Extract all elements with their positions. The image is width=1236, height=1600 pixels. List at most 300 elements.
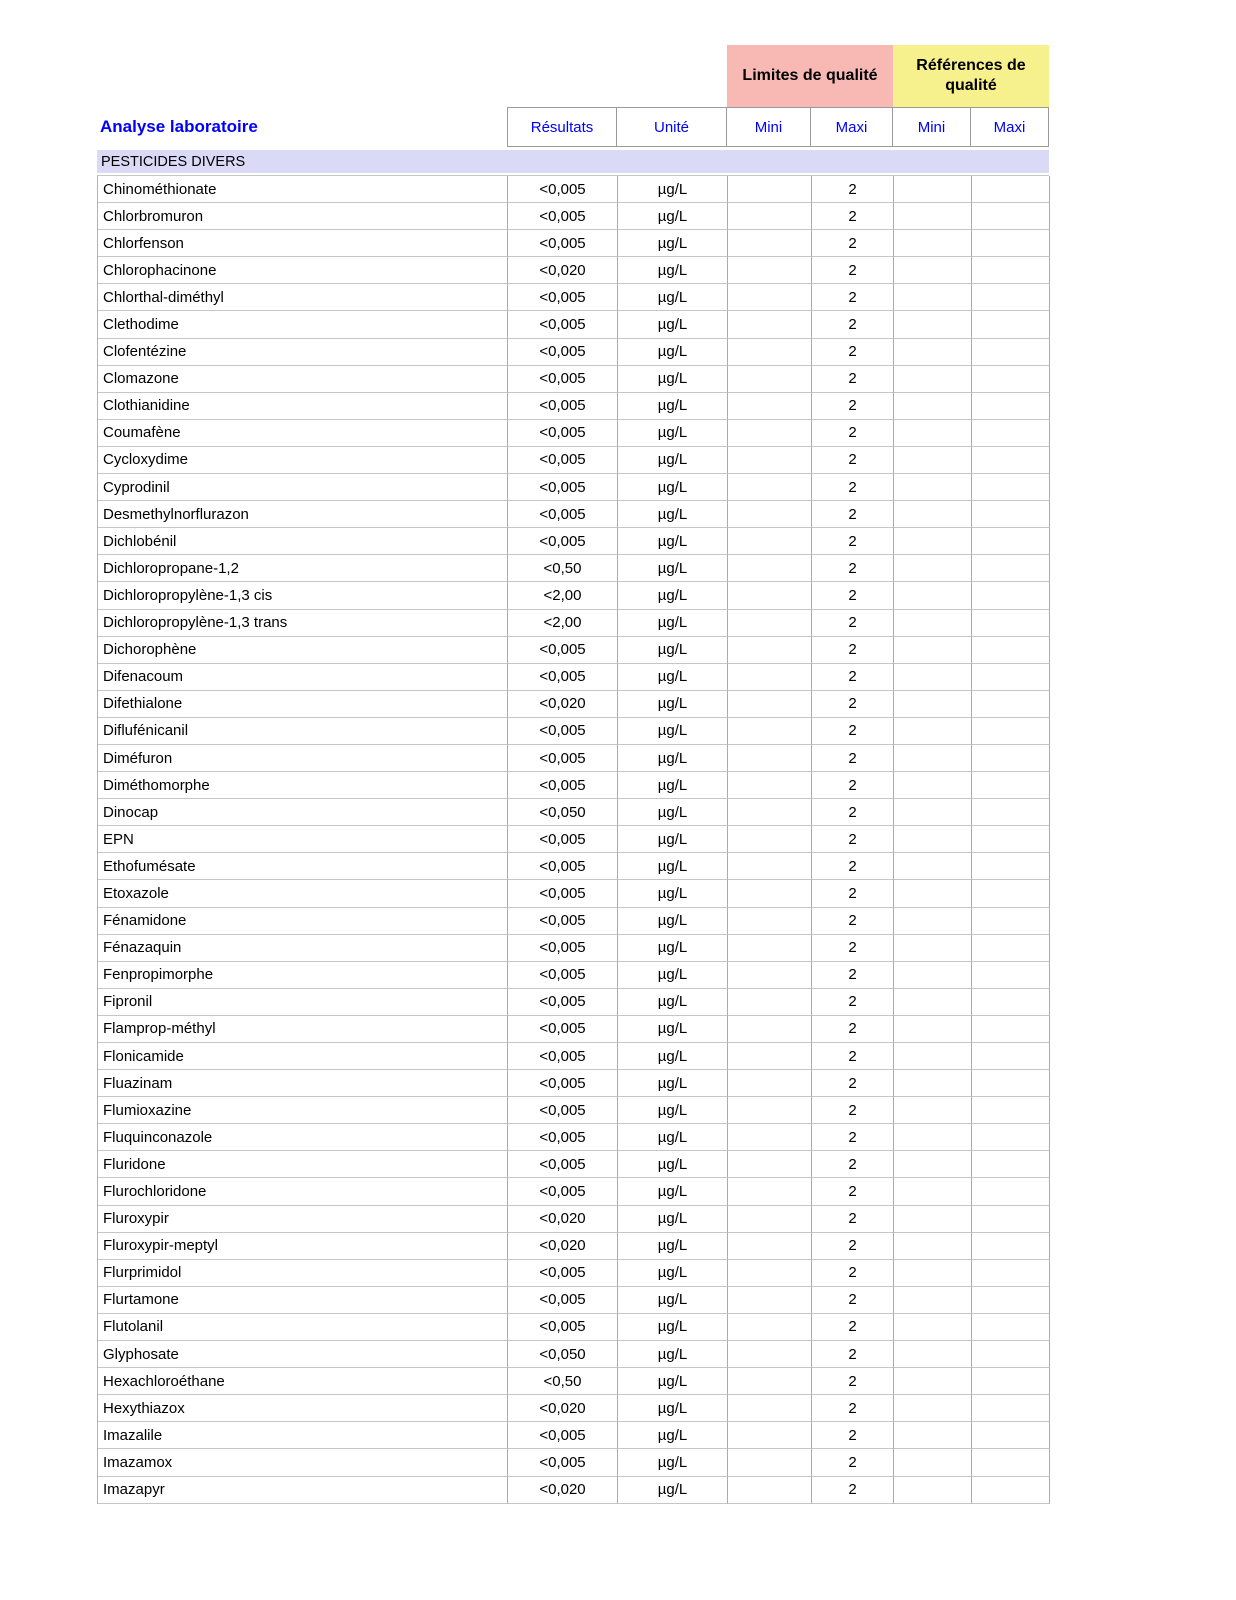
table-row <box>98 176 1049 203</box>
cell-name: Flonicamide <box>98 1043 508 1070</box>
cell-maxi_lq: 2 <box>812 582 894 609</box>
cell-maxi_ref <box>972 1097 1050 1124</box>
cell-mini_lq <box>728 1449 812 1476</box>
cell-mini_ref <box>894 718 972 745</box>
cell-name: Coumafène <box>98 420 508 447</box>
cell-unite: µg/L <box>618 555 728 582</box>
table-row <box>98 1178 1049 1205</box>
table-row <box>98 1314 1049 1341</box>
cell-unite: µg/L <box>618 447 728 474</box>
cell-name: Clofentézine <box>98 339 508 366</box>
cell-mini_ref <box>894 1070 972 1097</box>
table-row <box>98 691 1049 718</box>
cell-maxi_ref <box>972 826 1050 853</box>
cell-maxi_lq: 2 <box>812 1287 894 1314</box>
references-de-qualite-band: Références de qualité <box>893 45 1049 107</box>
table-row <box>98 989 1049 1016</box>
cell-unite: µg/L <box>618 1124 728 1151</box>
cell-resultat: <0,005 <box>508 420 618 447</box>
cell-maxi_lq: 2 <box>812 880 894 907</box>
cell-resultat: <0,005 <box>508 1016 618 1043</box>
cell-mini_lq <box>728 1422 812 1449</box>
table-row <box>98 284 1049 311</box>
cell-resultat: <0,020 <box>508 1477 618 1504</box>
cell-unite: µg/L <box>618 691 728 718</box>
column-header-unite: Unité <box>617 107 727 147</box>
cell-mini_lq <box>728 718 812 745</box>
cell-maxi_ref <box>972 1395 1050 1422</box>
cell-resultat: <0,005 <box>508 1097 618 1124</box>
table-row <box>98 826 1049 853</box>
cell-resultat: <0,005 <box>508 1449 618 1476</box>
cell-name: Flamprop-méthyl <box>98 1016 508 1043</box>
cell-maxi_lq: 2 <box>812 555 894 582</box>
cell-mini_lq <box>728 935 812 962</box>
cell-resultat: <0,005 <box>508 989 618 1016</box>
table-row <box>98 1206 1049 1233</box>
cell-mini_ref <box>894 474 972 501</box>
cell-unite: µg/L <box>618 582 728 609</box>
cell-unite: µg/L <box>618 799 728 826</box>
cell-name: Fénazaquin <box>98 935 508 962</box>
cell-name: Imazapyr <box>98 1477 508 1504</box>
table-row <box>98 257 1049 284</box>
table-row <box>98 339 1049 366</box>
cell-unite: µg/L <box>618 1260 728 1287</box>
cell-maxi_ref <box>972 393 1050 420</box>
cell-maxi_ref <box>972 1070 1050 1097</box>
cell-resultat: <0,005 <box>508 962 618 989</box>
cell-mini_lq <box>728 1477 812 1504</box>
cell-maxi_lq: 2 <box>812 420 894 447</box>
table-row <box>98 745 1049 772</box>
cell-mini_ref <box>894 745 972 772</box>
cell-name: Fenpropimorphe <box>98 962 508 989</box>
table-row <box>98 1341 1049 1368</box>
cell-mini_ref <box>894 393 972 420</box>
cell-mini_ref <box>894 1124 972 1151</box>
cell-maxi_lq: 2 <box>812 1449 894 1476</box>
cell-name: Chlorophacinone <box>98 257 508 284</box>
cell-maxi_lq: 2 <box>812 637 894 664</box>
cell-name: Etoxazole <box>98 880 508 907</box>
cell-maxi_lq: 2 <box>812 1016 894 1043</box>
cell-resultat: <0,005 <box>508 853 618 880</box>
table-row <box>98 501 1049 528</box>
cell-maxi_lq: 2 <box>812 1151 894 1178</box>
cell-mini_lq <box>728 393 812 420</box>
cell-mini_ref <box>894 1477 972 1504</box>
cell-unite: µg/L <box>618 1422 728 1449</box>
cell-resultat: <0,005 <box>508 203 618 230</box>
cell-mini_lq <box>728 1206 812 1233</box>
cell-unite: µg/L <box>618 339 728 366</box>
cell-mini_ref <box>894 880 972 907</box>
cell-unite: µg/L <box>618 1477 728 1504</box>
cell-resultat: <0,005 <box>508 1287 618 1314</box>
cell-mini_ref <box>894 637 972 664</box>
table-row <box>98 311 1049 338</box>
cell-mini_ref <box>894 1151 972 1178</box>
cell-mini_ref <box>894 257 972 284</box>
cell-maxi_ref <box>972 1151 1050 1178</box>
cell-maxi_ref <box>972 528 1050 555</box>
cell-maxi_lq: 2 <box>812 772 894 799</box>
cell-maxi_lq: 2 <box>812 745 894 772</box>
cell-mini_lq <box>728 637 812 664</box>
cell-mini_lq <box>728 1151 812 1178</box>
quality-bands-row <box>97 45 1049 107</box>
table-row <box>98 799 1049 826</box>
cell-maxi_lq: 2 <box>812 826 894 853</box>
cell-mini_ref <box>894 691 972 718</box>
cell-mini_lq <box>728 1097 812 1124</box>
table-row <box>98 393 1049 420</box>
cell-maxi_ref <box>972 718 1050 745</box>
cell-mini_lq <box>728 745 812 772</box>
cell-mini_ref <box>894 1178 972 1205</box>
cell-maxi_lq: 2 <box>812 908 894 935</box>
cell-maxi_ref <box>972 853 1050 880</box>
cell-resultat: <0,005 <box>508 1422 618 1449</box>
cell-maxi_ref <box>972 284 1050 311</box>
cell-resultat: <0,005 <box>508 637 618 664</box>
cell-mini_lq <box>728 664 812 691</box>
cell-name: Chlorfenson <box>98 230 508 257</box>
cell-mini_ref <box>894 1206 972 1233</box>
cell-mini_lq <box>728 772 812 799</box>
cell-resultat: <0,005 <box>508 1070 618 1097</box>
section-header-pesticides-divers: PESTICIDES DIVERS <box>97 150 1049 173</box>
column-header-row <box>97 107 1049 147</box>
cell-maxi_lq: 2 <box>812 1178 894 1205</box>
cell-name: Chlorthal-diméthyl <box>98 284 508 311</box>
cell-maxi_ref <box>972 230 1050 257</box>
cell-name: Flutolanil <box>98 1314 508 1341</box>
cell-mini_ref <box>894 1314 972 1341</box>
cell-mini_ref <box>894 1368 972 1395</box>
cell-unite: µg/L <box>618 528 728 555</box>
cell-unite: µg/L <box>618 935 728 962</box>
cell-maxi_ref <box>972 799 1050 826</box>
table-row <box>98 1233 1049 1260</box>
cell-mini_lq <box>728 1016 812 1043</box>
cell-mini_ref <box>894 989 972 1016</box>
table-row <box>98 718 1049 745</box>
cell-name: Imazalile <box>98 1422 508 1449</box>
cell-unite: µg/L <box>618 1395 728 1422</box>
cell-unite: µg/L <box>618 1043 728 1070</box>
cell-unite: µg/L <box>618 393 728 420</box>
cell-mini_lq <box>728 1368 812 1395</box>
cell-mini_lq <box>728 339 812 366</box>
cell-mini_lq <box>728 1287 812 1314</box>
cell-resultat: <0,005 <box>508 1124 618 1151</box>
cell-mini_lq <box>728 230 812 257</box>
cell-maxi_ref <box>972 1206 1050 1233</box>
column-header-maxi-references: Maxi <box>971 107 1049 147</box>
table-row <box>98 420 1049 447</box>
table-row <box>98 1097 1049 1124</box>
cell-unite: µg/L <box>618 203 728 230</box>
cell-resultat: <0,005 <box>508 366 618 393</box>
analysis-report <box>97 45 1049 1504</box>
cell-name: Chlorbromuron <box>98 203 508 230</box>
cell-resultat: <0,020 <box>508 1233 618 1260</box>
table-row <box>98 1449 1049 1476</box>
cell-mini_lq <box>728 1178 812 1205</box>
cell-name: Glyphosate <box>98 1341 508 1368</box>
cell-mini_ref <box>894 203 972 230</box>
cell-maxi_lq: 2 <box>812 474 894 501</box>
cell-unite: µg/L <box>618 311 728 338</box>
cell-name: Fluroxypir <box>98 1206 508 1233</box>
cell-mini_ref <box>894 230 972 257</box>
cell-name: EPN <box>98 826 508 853</box>
table-body <box>97 175 1049 1504</box>
table-row <box>98 1043 1049 1070</box>
table-row <box>98 1395 1049 1422</box>
cell-maxi_ref <box>972 501 1050 528</box>
cell-maxi_lq: 2 <box>812 853 894 880</box>
cell-mini_ref <box>894 853 972 880</box>
cell-maxi_ref <box>972 1314 1050 1341</box>
cell-name: Dichloropropylène-1,3 cis <box>98 582 508 609</box>
cell-maxi_lq: 2 <box>812 1422 894 1449</box>
cell-unite: µg/L <box>618 610 728 637</box>
cell-unite: µg/L <box>618 1368 728 1395</box>
cell-unite: µg/L <box>618 962 728 989</box>
cell-maxi_ref <box>972 1124 1050 1151</box>
cell-maxi_ref <box>972 1368 1050 1395</box>
cell-name: Chinométhionate <box>98 176 508 203</box>
cell-mini_ref <box>894 1097 972 1124</box>
cell-mini_ref <box>894 555 972 582</box>
cell-maxi_ref <box>972 1178 1050 1205</box>
band-spacer <box>97 45 727 107</box>
cell-maxi_lq: 2 <box>812 203 894 230</box>
cell-maxi_ref <box>972 880 1050 907</box>
cell-mini_lq <box>728 908 812 935</box>
cell-unite: µg/L <box>618 880 728 907</box>
cell-maxi_ref <box>972 1477 1050 1504</box>
cell-unite: µg/L <box>618 366 728 393</box>
cell-name: Flurochloridone <box>98 1178 508 1205</box>
cell-mini_lq <box>728 1395 812 1422</box>
cell-mini_ref <box>894 176 972 203</box>
cell-name: Cycloxydime <box>98 447 508 474</box>
cell-resultat: <0,50 <box>508 555 618 582</box>
cell-maxi_ref <box>972 582 1050 609</box>
cell-mini_ref <box>894 799 972 826</box>
table-row <box>98 610 1049 637</box>
cell-maxi_ref <box>972 610 1050 637</box>
table-row <box>98 664 1049 691</box>
cell-unite: µg/L <box>618 989 728 1016</box>
cell-mini_lq <box>728 610 812 637</box>
table-row <box>98 772 1049 799</box>
cell-maxi_ref <box>972 637 1050 664</box>
cell-unite: µg/L <box>618 718 728 745</box>
cell-resultat: <0,005 <box>508 311 618 338</box>
cell-resultat: <0,005 <box>508 772 618 799</box>
cell-unite: µg/L <box>618 772 728 799</box>
cell-maxi_lq: 2 <box>812 1233 894 1260</box>
cell-mini_lq <box>728 1260 812 1287</box>
cell-name: Flurtamone <box>98 1287 508 1314</box>
table-row <box>98 1151 1049 1178</box>
table-row <box>98 1070 1049 1097</box>
cell-name: Fénamidone <box>98 908 508 935</box>
cell-mini_lq <box>728 1341 812 1368</box>
cell-resultat: <0,005 <box>508 1043 618 1070</box>
cell-mini_ref <box>894 1449 972 1476</box>
cell-mini_lq <box>728 853 812 880</box>
cell-mini_lq <box>728 284 812 311</box>
cell-resultat: <0,005 <box>508 1314 618 1341</box>
cell-mini_lq <box>728 691 812 718</box>
cell-resultat: <0,005 <box>508 1260 618 1287</box>
table-row <box>98 528 1049 555</box>
cell-maxi_lq: 2 <box>812 1043 894 1070</box>
table-row <box>98 447 1049 474</box>
cell-maxi_lq: 2 <box>812 691 894 718</box>
cell-name: Hexythiazox <box>98 1395 508 1422</box>
cell-maxi_ref <box>972 1341 1050 1368</box>
cell-maxi_lq: 2 <box>812 1206 894 1233</box>
cell-maxi_lq: 2 <box>812 230 894 257</box>
cell-unite: µg/L <box>618 420 728 447</box>
cell-mini_ref <box>894 366 972 393</box>
cell-maxi_lq: 2 <box>812 1097 894 1124</box>
cell-maxi_lq: 2 <box>812 1260 894 1287</box>
cell-name: Clothianidine <box>98 393 508 420</box>
cell-maxi_lq: 2 <box>812 935 894 962</box>
cell-mini_lq <box>728 420 812 447</box>
cell-resultat: <0,005 <box>508 908 618 935</box>
cell-maxi_lq: 2 <box>812 1314 894 1341</box>
cell-mini_lq <box>728 582 812 609</box>
cell-unite: µg/L <box>618 853 728 880</box>
cell-maxi_ref <box>972 772 1050 799</box>
cell-mini_lq <box>728 880 812 907</box>
cell-mini_ref <box>894 501 972 528</box>
cell-maxi_lq: 2 <box>812 1070 894 1097</box>
cell-resultat: <2,00 <box>508 610 618 637</box>
cell-mini_lq <box>728 176 812 203</box>
cell-mini_ref <box>894 339 972 366</box>
cell-unite: µg/L <box>618 1341 728 1368</box>
cell-name: Cyprodinil <box>98 474 508 501</box>
cell-resultat: <0,005 <box>508 339 618 366</box>
cell-unite: µg/L <box>618 1206 728 1233</box>
cell-unite: µg/L <box>618 257 728 284</box>
cell-unite: µg/L <box>618 1178 728 1205</box>
cell-unite: µg/L <box>618 284 728 311</box>
cell-resultat: <0,005 <box>508 501 618 528</box>
table-row <box>98 962 1049 989</box>
cell-unite: µg/L <box>618 176 728 203</box>
table-row <box>98 230 1049 257</box>
cell-maxi_ref <box>972 908 1050 935</box>
cell-mini_ref <box>894 772 972 799</box>
cell-name: Fluquinconazole <box>98 1124 508 1151</box>
cell-maxi_ref <box>972 447 1050 474</box>
cell-maxi_lq: 2 <box>812 393 894 420</box>
cell-name: Dichorophène <box>98 637 508 664</box>
cell-mini_ref <box>894 284 972 311</box>
cell-maxi_ref <box>972 311 1050 338</box>
table-row <box>98 637 1049 664</box>
cell-mini_ref <box>894 420 972 447</box>
cell-name: Diméfuron <box>98 745 508 772</box>
cell-resultat: <2,00 <box>508 582 618 609</box>
cell-maxi_ref <box>972 1016 1050 1043</box>
cell-maxi_lq: 2 <box>812 311 894 338</box>
cell-name: Clomazone <box>98 366 508 393</box>
cell-mini_ref <box>894 1260 972 1287</box>
cell-unite: µg/L <box>618 1070 728 1097</box>
cell-maxi_ref <box>972 176 1050 203</box>
cell-maxi_lq: 2 <box>812 718 894 745</box>
cell-maxi_lq: 2 <box>812 962 894 989</box>
cell-name: Dinocap <box>98 799 508 826</box>
cell-mini_ref <box>894 1043 972 1070</box>
cell-maxi_lq: 2 <box>812 1368 894 1395</box>
cell-resultat: <0,050 <box>508 1341 618 1368</box>
cell-maxi_ref <box>972 474 1050 501</box>
cell-maxi_ref <box>972 339 1050 366</box>
cell-maxi_ref <box>972 962 1050 989</box>
cell-mini_ref <box>894 582 972 609</box>
table-row <box>98 474 1049 501</box>
cell-mini_ref <box>894 1395 972 1422</box>
cell-name: Ethofumésate <box>98 853 508 880</box>
cell-unite: µg/L <box>618 474 728 501</box>
column-header-mini-limites: Mini <box>727 107 811 147</box>
cell-mini_lq <box>728 1043 812 1070</box>
cell-unite: µg/L <box>618 1233 728 1260</box>
cell-maxi_lq: 2 <box>812 176 894 203</box>
cell-mini_lq <box>728 501 812 528</box>
cell-mini_lq <box>728 555 812 582</box>
cell-name: Imazamox <box>98 1449 508 1476</box>
cell-maxi_lq: 2 <box>812 284 894 311</box>
cell-maxi_ref <box>972 366 1050 393</box>
cell-maxi_ref <box>972 555 1050 582</box>
cell-mini_ref <box>894 1422 972 1449</box>
cell-resultat: <0,005 <box>508 176 618 203</box>
cell-resultat: <0,020 <box>508 691 618 718</box>
cell-mini_lq <box>728 989 812 1016</box>
cell-unite: µg/L <box>618 501 728 528</box>
table-row <box>98 880 1049 907</box>
cell-mini_lq <box>728 311 812 338</box>
table-row <box>98 853 1049 880</box>
cell-mini_ref <box>894 1287 972 1314</box>
cell-name: Hexachloroéthane <box>98 1368 508 1395</box>
cell-resultat: <0,005 <box>508 935 618 962</box>
cell-maxi_ref <box>972 257 1050 284</box>
cell-resultat: <0,005 <box>508 880 618 907</box>
limites-de-qualite-band: Limites de qualité <box>727 45 893 107</box>
cell-resultat: <0,005 <box>508 1151 618 1178</box>
cell-unite: µg/L <box>618 1287 728 1314</box>
cell-name: Desmethylnorflurazon <box>98 501 508 528</box>
table-row <box>98 935 1049 962</box>
cell-maxi_lq: 2 <box>812 1395 894 1422</box>
cell-unite: µg/L <box>618 1449 728 1476</box>
